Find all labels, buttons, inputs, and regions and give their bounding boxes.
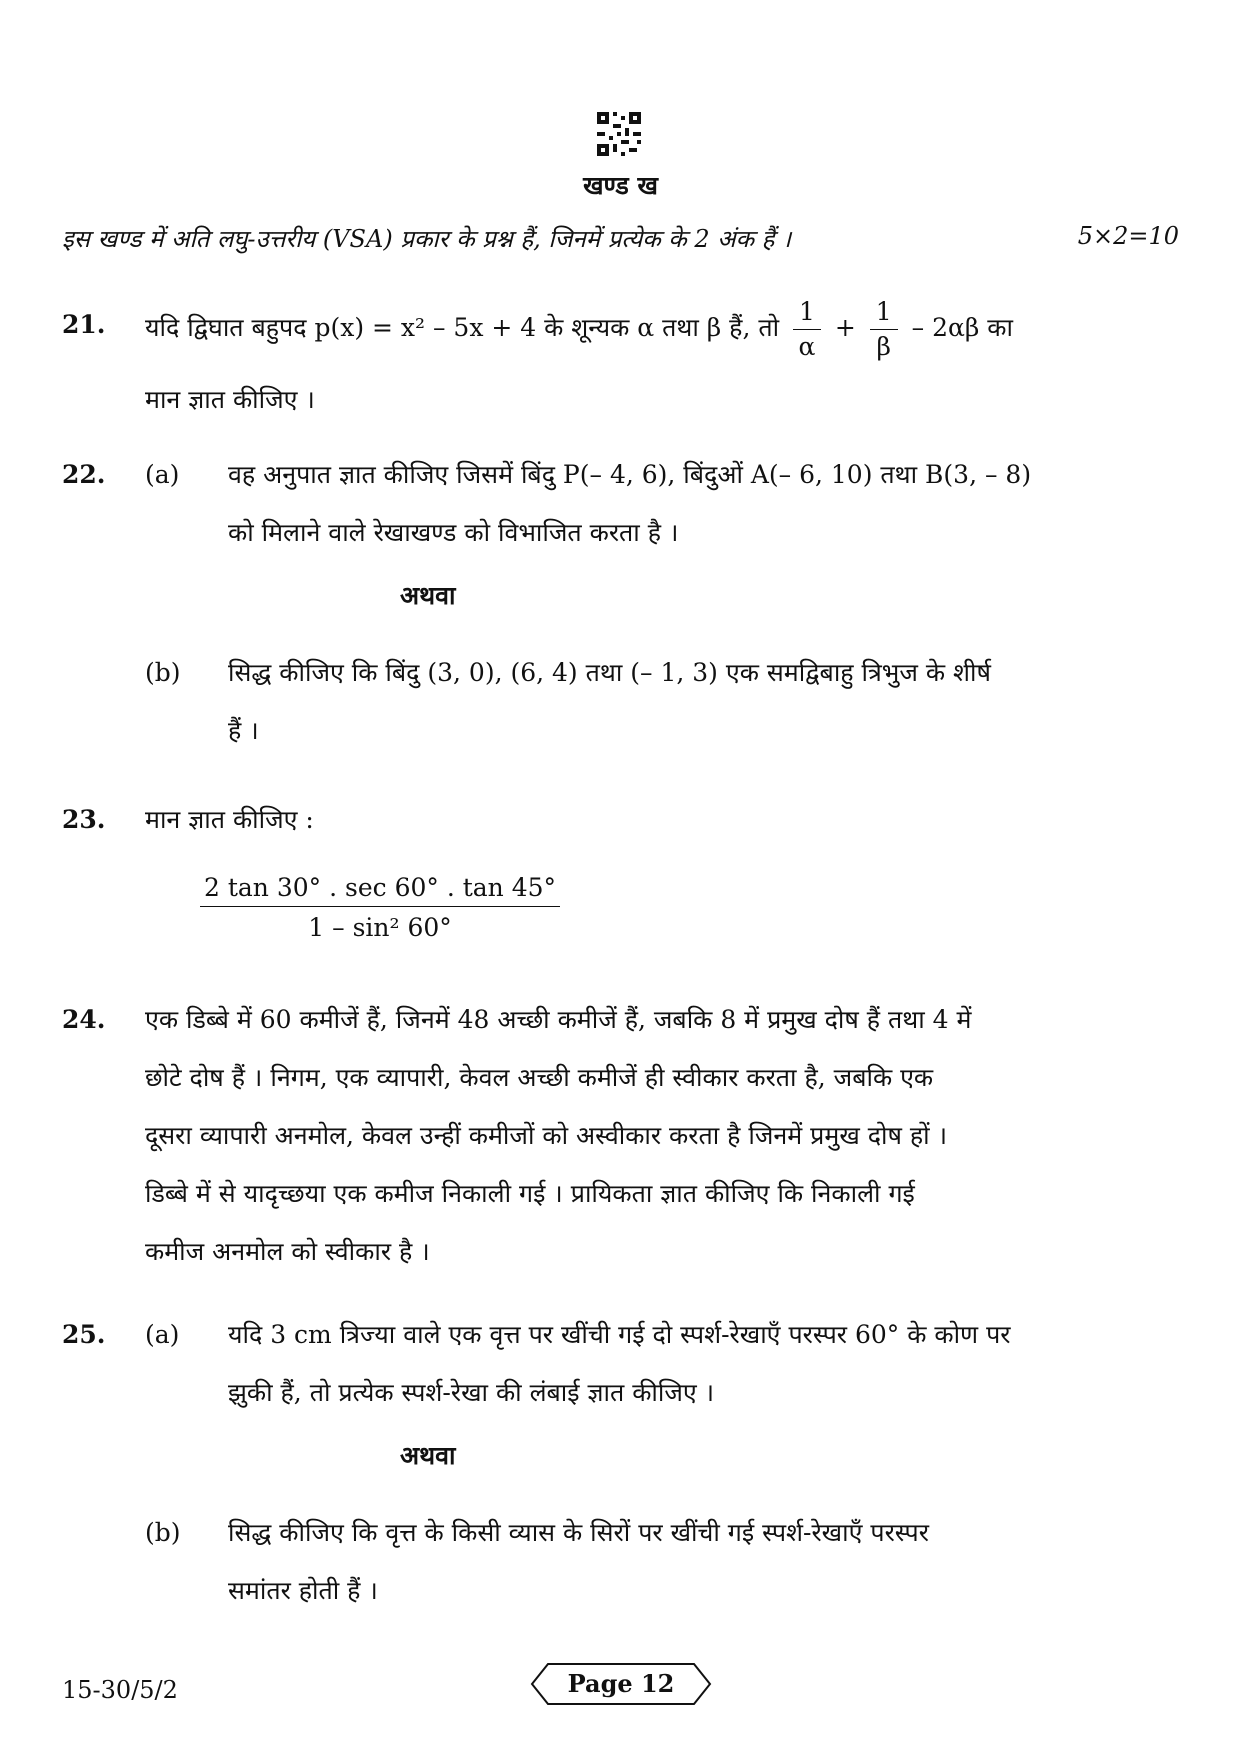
q21-text-a: यदि द्विघात बहुपद p(x) = x² – 5x + 4 के शून्यक α तथा β हैं, तो: [145, 313, 780, 342]
q23-expression: [200, 873, 560, 942]
question-number-24: 24.: [62, 1005, 106, 1034]
paper-code: 15-30/5/2: [62, 1676, 178, 1704]
q24-line4: डिब्बे में से यादृच्छया एक कमीज निकाली गई । प्रायिकता ज्ञात कीजिए कि निकाली गई: [145, 1179, 915, 1208]
q21-plus: +: [834, 313, 856, 342]
q22-a-label: (a): [145, 460, 180, 489]
q22-or: अथवा: [400, 581, 456, 610]
q23-line1: मान ज्ञात कीजिए :: [145, 805, 314, 834]
q25-a-label: (a): [145, 1320, 180, 1349]
q21-frac2-numerator: 1: [870, 295, 898, 330]
q23-denominator: 1 – sin² 60°: [308, 913, 452, 942]
q21-fraction-beta: [870, 295, 898, 364]
q25-b-label: (b): [145, 1518, 181, 1547]
q21-frac1-denominator: α: [798, 332, 816, 361]
q24-line2: छोटे दोष हैं । निगम, एक व्यापारी, केवल अच्छी कमीजें ही स्वीकार करता है, जबकि एक: [145, 1063, 934, 1092]
q21-line1: [145, 295, 1013, 364]
q24-line5: कमीज अनमोल को स्वीकार है ।: [145, 1237, 430, 1266]
q24-line1: एक डिब्बे में 60 कमीजें हैं, जिनमें 48 अच्छी कमीजें हैं, जबकि 8 में प्रमुख दोष हैं तथा 4 में: [145, 1005, 972, 1034]
section-marks: 5×2=10: [1077, 222, 1179, 250]
question-number-23: 23.: [62, 805, 106, 834]
page-number-badge: [530, 1662, 712, 1706]
q22-b-line1: सिद्ध कीजिए कि बिंदु (3, 0), (6, 4) तथा (– 1, 3) एक समद्विबाहु त्रिभुज के शीर्ष: [228, 658, 991, 687]
q25-a-line2: झुकी हैं, तो प्रत्येक स्पर्श-रेखा की लंबाई ज्ञात कीजिए ।: [228, 1378, 715, 1407]
q21-fraction-alpha: [793, 295, 821, 364]
qr-code-icon: [597, 112, 641, 156]
q24-line3: दूसरा व्यापारी अनमोल, केवल उन्हीं कमीजों को अस्वीकार करता है जिनमें प्रमुख दोष हों ।: [145, 1121, 948, 1150]
q22-a-line1: वह अनुपात ज्ञात कीजिए जिसमें बिंदु P(– 4, 6), बिंदुओं A(– 6, 10) तथा B(3, – 8): [228, 460, 1032, 489]
q21-frac2-denominator: β: [876, 332, 891, 361]
q21-frac1-numerator: 1: [793, 295, 821, 330]
q21-text-b: – 2αβ का: [911, 313, 1013, 342]
question-number-21: 21.: [62, 310, 106, 339]
q25-b-line2: समांतर होती हैं ।: [228, 1576, 378, 1605]
section-instructions: इस खण्ड में अति लघु-उत्तरीय (VSA) प्रकार के प्रश्न हैं, जिनमें प्रत्येक के 2 अंक हैं ।: [62, 225, 792, 253]
page-number: Page 12: [567, 1669, 675, 1698]
q25-b-line1: सिद्ध कीजिए कि वृत्त के किसी व्यास के सिरों पर खींची गई स्पर्श-रेखाएँ परस्पर: [228, 1518, 929, 1547]
q22-a-line2: को मिलाने वाले रेखाखण्ड को विभाजित करता है ।: [228, 518, 679, 547]
question-number-22: 22.: [62, 460, 106, 489]
q25-a-line1: यदि 3 cm त्रिज्या वाले एक वृत्त पर खींची गई दो स्पर्श-रेखाएँ परस्पर 60° के कोण पर: [228, 1320, 1011, 1349]
q22-b-label: (b): [145, 658, 181, 687]
q21-line2: मान ज्ञात कीजिए ।: [145, 385, 315, 414]
question-number-25: 25.: [62, 1320, 106, 1349]
q23-numerator: 2 tan 30° . sec 60° . tan 45°: [200, 873, 560, 907]
q25-or: अथवा: [400, 1441, 456, 1470]
section-title: खण्ड ख: [583, 171, 658, 200]
q22-b-line2: हैं ।: [228, 716, 259, 745]
